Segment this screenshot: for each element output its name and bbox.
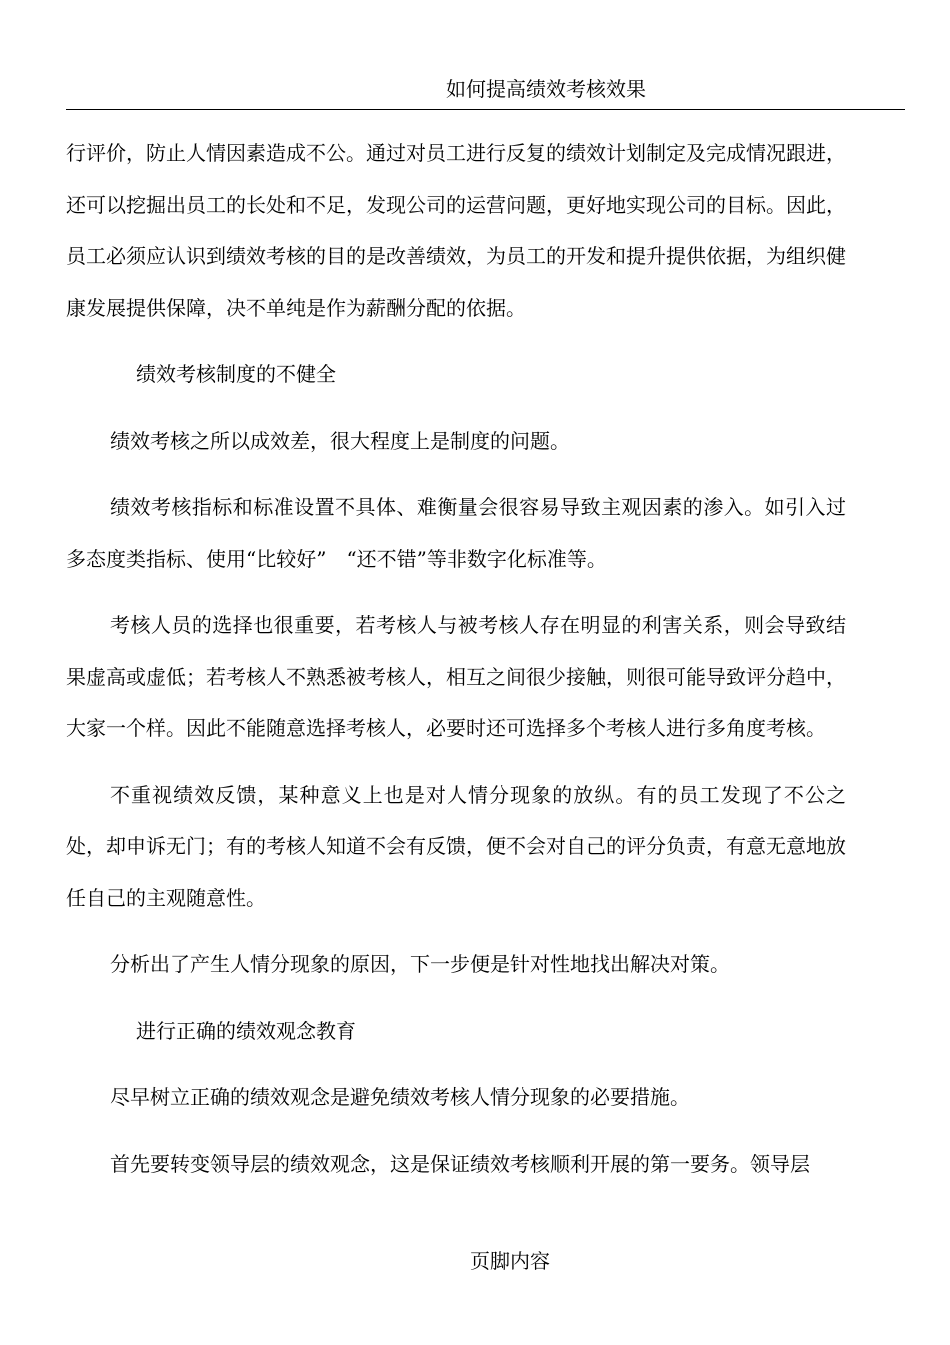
paragraph-leadership: 首先要转变领导层的绩效观念，这是保证绩效考核顺利开展的第一要务。领导层 — [110, 1151, 810, 1176]
paragraph-concept: 尽早树立正确的绩效观念是避免绩效考核人情分现象的必要措施。 — [110, 1085, 690, 1109]
paragraph-system-intro: 绩效考核之所以成效差，很大程度上是制度的问题。 — [110, 428, 570, 453]
section-heading-system: 绩效考核制度的不健全 — [136, 362, 336, 386]
page-footer: 页脚内容 — [470, 1249, 550, 1273]
document-body — [66, 128, 846, 1190]
paragraph-continuation: 行评价，防止人情因素造成不公。通过对员工进行反复的绩效计划制定及完成情况跟进，还可以挖掘出员工的长处和不足，发现公司的运营问题，更好地实现公司的目标。因此，员工必须应认识到绩效考核的目的是改善绩效，为员工的开发和提升提供依据，为组织健康发展提供保障，决不单纯是作为薪酬分配的依据。 — [66, 141, 846, 320]
paragraph-analysis: 分析出了产生人情分现象的原因，下一步便是针对性地找出解决对策。 — [110, 952, 730, 976]
page-header-title: 如何提高绩效考核效果 — [446, 77, 646, 101]
section-heading-education: 进行正确的绩效观念教育 — [136, 1018, 356, 1043]
paragraph-feedback: 不重视绩效反馈，某种意义上也是对人情分现象的放纵。有的员工发现了不公之处，却申诉无门；有的考核人知道不会有反馈，便不会对自己的评分负责，有意无意地放任自己的主观随意性。 — [66, 782, 846, 910]
header-divider — [66, 109, 905, 110]
paragraph-assessor-selection: 考核人员的选择也很重要，若考核人与被考核人存在明显的利害关系，则会导致结果虚高或虚低；若考核人不熟悉被考核人，相互之间很少接触，则很可能导致评分趋中，大家一个样。因此不能随意选择考核人，必要时还可选择多个考核人进行多角度考核。 — [66, 613, 846, 740]
paragraph-indicators: 绩效考核指标和标准设置不具体、难衡量会很容易导致主观因素的渗入。如引入过多态度类指标、使用“比较好” “还不错”等非数字化标准等。 — [66, 495, 846, 571]
